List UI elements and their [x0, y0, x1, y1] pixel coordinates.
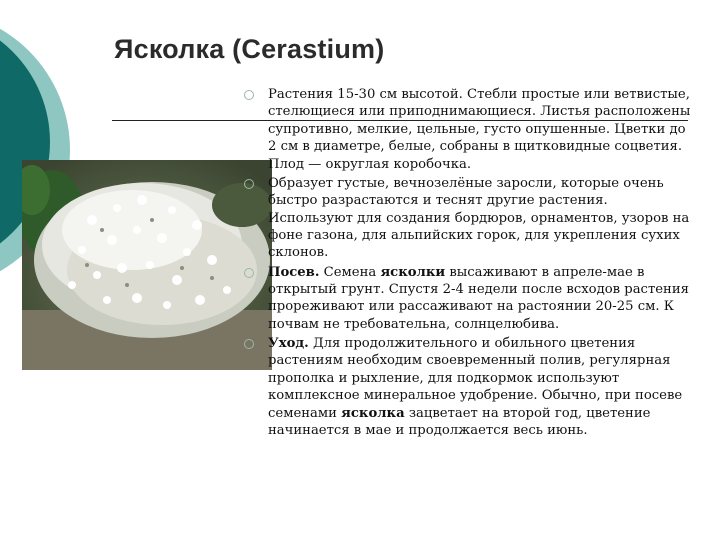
bullet-label: Посев. — [268, 264, 320, 280]
bullet-text-part: Для продолжительного и обильного цветения растениям необходим своевременный полив, регулярная прополка и рыхление, для подкормок используют комплексное минеральное удобрение. Обычно, при посеве семенами — [268, 336, 683, 421]
bullet-text-part: высаживают в апреле-мае в открытый грунт. Спустя 2-4 недели после всходов растения прореживают или рассаживают на растоянии 20-25 см. К почвам не требовательна, солнцелюбива. — [268, 264, 689, 332]
list-item — [268, 175, 692, 262]
flower-photo — [22, 160, 272, 370]
circle-bullet-icon — [244, 268, 254, 278]
slide-title: Ясколка (Cerastium) — [114, 34, 385, 64]
bullet-text-part: зацветает на второй год, цветение начинается в мае и продолжается весь июнь. — [268, 405, 651, 439]
bullet-text — [268, 335, 692, 439]
bullet-bold-word: ясколки — [380, 264, 446, 280]
bullet-text — [268, 264, 692, 334]
circle-bullet-icon — [244, 90, 254, 100]
bullet-label: Уход. — [268, 336, 309, 352]
bullet-text: Растения 15-30 см высотой. Стебли простые или ветвистые, стелющиеся или приподнимающиеся. Листья расположены супротивно, мелкие, цельные, густо опушенные. Цветки до 2 см в диаметре, белые, собраны в щитковидные соцветия. Плод — округлая коробочка. — [268, 87, 691, 172]
bullet-text: Образует густые, вечнозелёные заросли, которые очень быстро разрастаются и теснят другие растения. Используют для создания бордюров, орнаментов, узоров на фоне газона, для альпийских горок, для укрепления сухих склонов. — [268, 175, 690, 261]
list-item — [268, 264, 692, 334]
bullet-bold-word: ясколка — [341, 405, 405, 421]
list-item — [268, 86, 692, 173]
bullet-list — [268, 86, 692, 441]
circle-bullet-icon — [244, 179, 254, 189]
list-item — [268, 335, 692, 439]
bullet-text-part: Семена — [319, 264, 381, 280]
